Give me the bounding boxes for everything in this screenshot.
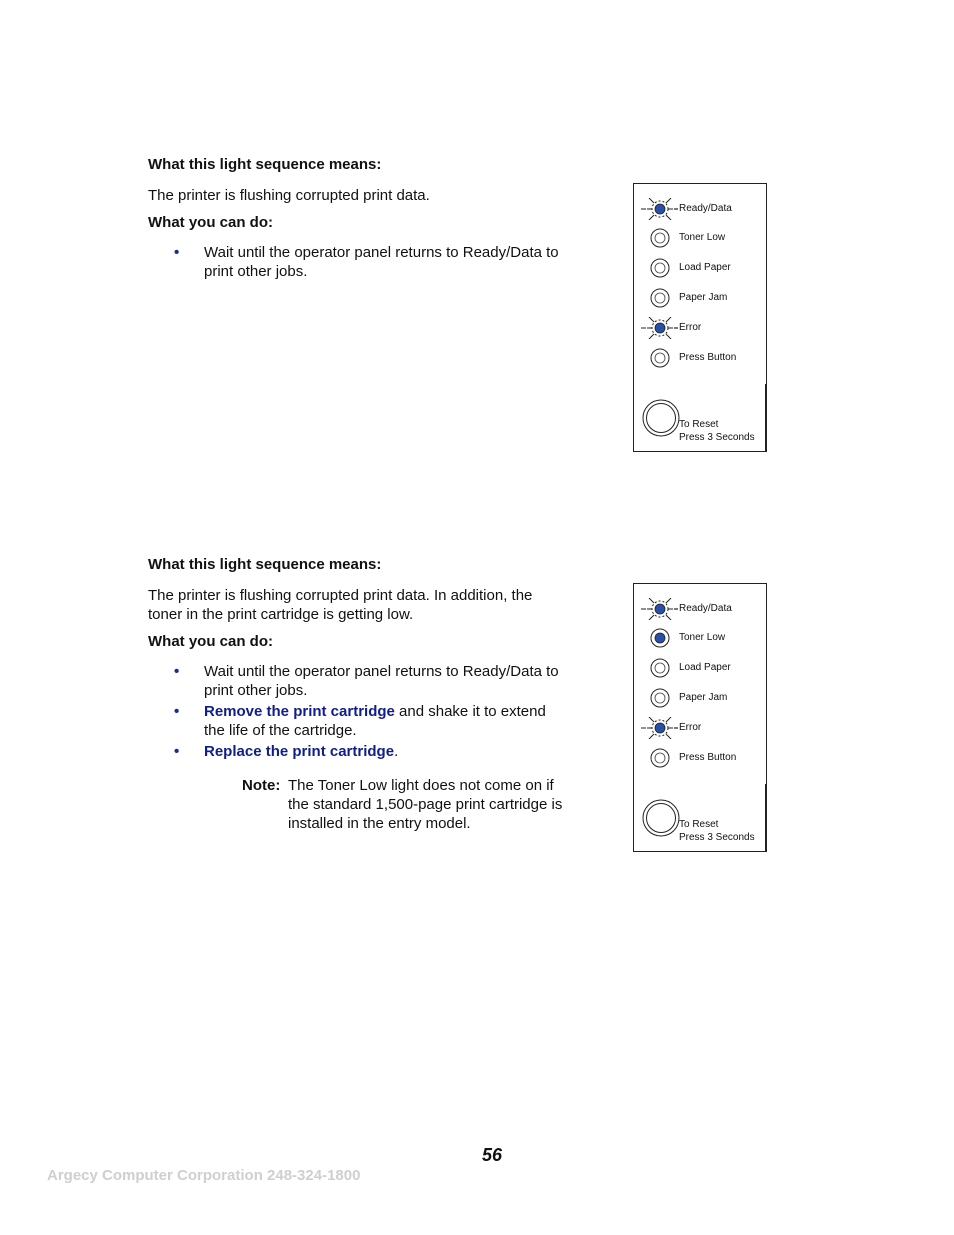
light-error: Error — [634, 317, 766, 339]
heading-what-to-do: What you can do: — [148, 633, 273, 650]
reset-instructions: To Reset Press 3 Seconds — [679, 819, 755, 843]
light-error: Error — [634, 717, 766, 739]
light-off-icon — [634, 687, 678, 709]
reset-instructions: To Reset Press 3 Seconds — [679, 419, 755, 443]
light-off-icon — [634, 227, 678, 249]
bullet-icon: • — [174, 663, 180, 680]
light-press-button: Press Button — [634, 747, 766, 769]
blinking-light-icon — [634, 198, 678, 220]
light-off-icon — [634, 287, 678, 309]
replace-cartridge-link[interactable]: Replace the print cartridge — [204, 743, 395, 760]
note — [148, 776, 568, 833]
light-on-icon — [634, 627, 678, 649]
meaning-text: The printer is flushing corrupted print data. — [148, 187, 430, 204]
bullet-icon: • — [174, 703, 180, 720]
light-off-icon — [634, 657, 678, 679]
list-item: • Wait until the operator panel returns to Ready/Data to print other jobs. — [174, 244, 559, 280]
heading-means: What this light sequence means: — [148, 156, 382, 173]
blinking-light-icon — [634, 717, 678, 739]
section-flushing-toner-low — [148, 556, 568, 833]
light-paper-jam: Paper Jam — [634, 287, 766, 309]
light-toner-low: Toner Low — [634, 627, 766, 649]
remove-cartridge-link[interactable]: Remove the print cartridge — [204, 703, 395, 720]
reset-button-icon — [639, 398, 683, 442]
action-list — [148, 243, 568, 281]
light-press-button: Press Button — [634, 347, 766, 369]
light-load-paper: Load Paper — [634, 257, 766, 279]
light-off-icon — [634, 747, 678, 769]
light-toner-low: Toner Low — [634, 227, 766, 249]
operator-panel-1 — [633, 183, 767, 452]
blinking-light-icon — [634, 317, 678, 339]
operator-panel-2 — [633, 583, 767, 852]
list-item: • Wait until the operator panel returns to Ready/Data to print other jobs. — [174, 663, 559, 699]
page-number: 56 — [482, 1145, 503, 1165]
bullet-icon: • — [174, 244, 180, 261]
list-item: • Replace the print cartridge. — [174, 743, 399, 760]
light-off-icon — [634, 347, 678, 369]
light-load-paper: Load Paper — [634, 657, 766, 679]
blinking-light-icon — [634, 598, 678, 620]
list-item: • Remove the print cartridge and shake it to extend the life of the cartridge. — [174, 703, 546, 739]
light-paper-jam: Paper Jam — [634, 687, 766, 709]
action-list — [148, 662, 568, 761]
meaning-text: The printer is flushing corrupted print data. In addition, the toner in the print cartridge is getting low. — [148, 587, 533, 623]
heading-what-to-do: What you can do: — [148, 214, 273, 231]
section-flushing — [148, 156, 568, 283]
bullet-icon: • — [174, 743, 180, 760]
heading-means: What this light sequence means: — [148, 556, 382, 573]
light-ready-data: Ready/Data — [634, 598, 766, 620]
light-ready-data: Ready/Data — [634, 198, 766, 220]
note-text: The Toner Low light does not come on if the standard 1,500-page print cartridge is installed in the entry model. — [288, 777, 563, 832]
light-off-icon — [634, 257, 678, 279]
note-label: Note: — [242, 777, 281, 794]
reset-button-icon — [639, 798, 683, 842]
footer-text: Argecy Computer Corporation 248-324-1800 — [47, 1167, 361, 1184]
